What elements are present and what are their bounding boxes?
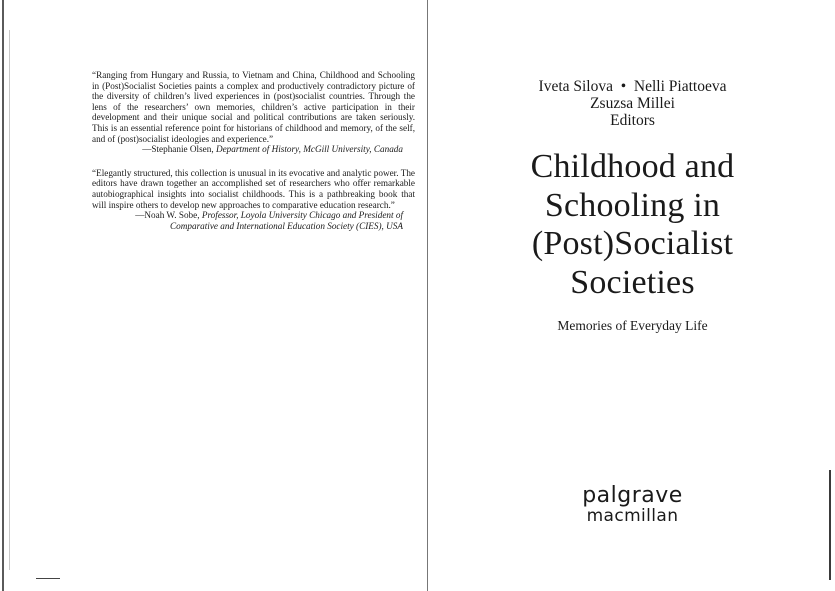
left-page-endorsements	[30, 70, 415, 231]
publisher-logo	[440, 485, 825, 525]
attribution-affiliation-2: Comparative and International Education Society (CIES), USA	[170, 220, 403, 231]
footer-rule	[36, 578, 60, 579]
book-title	[440, 148, 825, 302]
publisher-line-1: palgrave	[582, 483, 683, 508]
attribution-affiliation: Department of History, McGill University, Canada	[215, 144, 403, 155]
page-edge-inner	[9, 30, 10, 570]
editors-names-2: Zsuzsa Millei	[590, 95, 675, 112]
attribution-name: —Stephanie Olsen,	[142, 144, 214, 155]
endorsement-quote-1: “Ranging from Hungary and Russia, to Vietnam and China, Childhood and Schooling in (Post)Socialist Societies paints a complex and productively contradictory picture of the diversity of children’s lived experiences in (post)socialist countries. Through the lens of the researchers’ own memories, children’s active participation in their development and their unique social and political contributions are taken seriously. This is an essential reference point for historians of childhood and memory, of the self, and of (post)socialist ideologies and experience.”	[92, 70, 415, 144]
publisher-line-2: macmillan	[586, 506, 679, 526]
editors-block	[440, 78, 825, 129]
book-subtitle: Memories of Everyday Life	[557, 318, 708, 333]
title-line-1: Childhood and	[530, 148, 735, 185]
editors-label: Editors	[610, 112, 655, 129]
book-spine	[427, 0, 428, 591]
attribution-affiliation: Professor, Loyola University Chicago and President of	[201, 210, 403, 221]
page-edge-left	[2, 0, 4, 591]
endorsement-attribution-1	[30, 144, 415, 155]
attribution-name: —Noah W. Sobe,	[135, 210, 200, 221]
endorsement-attribution-2	[30, 210, 415, 231]
right-page-title	[440, 0, 825, 591]
title-line-3: (Post)Socialist	[531, 225, 734, 262]
page-edge-right	[829, 470, 831, 580]
title-line-4: Societies	[570, 263, 695, 301]
title-line-2: Schooling in	[544, 186, 721, 224]
endorsement-quote-2: “Elegantly structured, this collection is unusual in its evocative and analytic power. The editors have drawn together an accomplished set of researchers who offer remarkable autobiographical insights into socialist childhoods. This is a pathbreaking book that will inspire others to develop new approaches to comparative education research.”	[92, 167, 415, 210]
editors-names-1: Iveta Silova • Nelli Piattoeva	[538, 78, 727, 95]
